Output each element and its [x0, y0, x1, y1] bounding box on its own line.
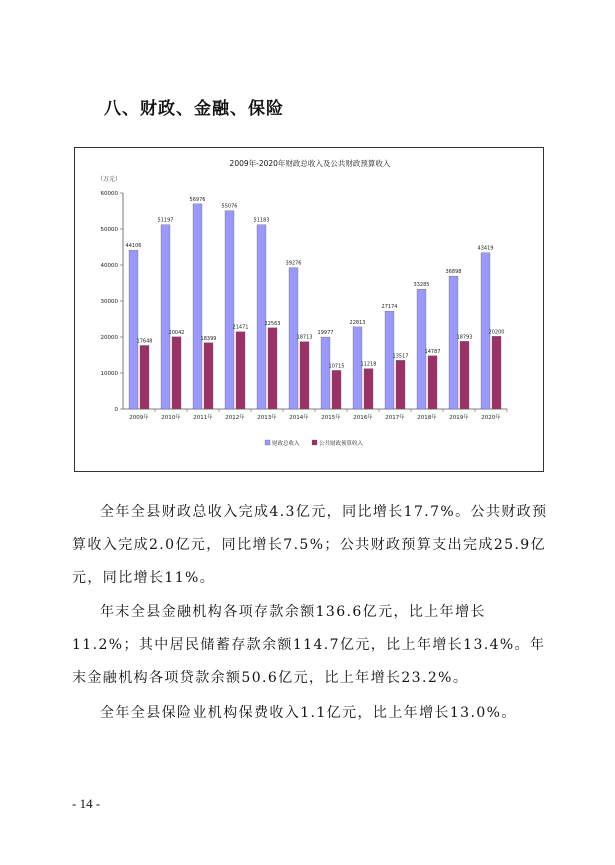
- x-tick-label: 2018年: [417, 415, 437, 421]
- y-tick-label: 50000: [100, 227, 118, 233]
- bar-total-revenue: [321, 337, 330, 409]
- bar-public-budget: [332, 370, 341, 409]
- bar-total-revenue: [161, 225, 170, 409]
- bar-public-budget: [204, 343, 213, 409]
- data-label: 20200: [488, 329, 505, 336]
- data-label: 51197: [157, 217, 174, 224]
- y-tick-label: 0: [114, 407, 118, 413]
- data-label: 43419: [477, 245, 494, 252]
- page-number: - 14 -: [72, 796, 101, 811]
- x-tick-label: 2010年: [161, 415, 181, 421]
- bar-public-budget: [140, 345, 149, 409]
- x-tick-label: 2015年: [321, 415, 341, 421]
- legend-swatch-public-budget: [312, 440, 317, 445]
- x-tick-label: 2009年: [129, 415, 149, 421]
- bar-total-revenue: [449, 276, 458, 409]
- bar-public-budget: [428, 356, 437, 409]
- data-label: 27174: [381, 304, 398, 311]
- y-tick-label: 60000: [100, 191, 118, 197]
- x-tick-label: 2016年: [353, 415, 373, 421]
- x-tick-label: 2013年: [257, 415, 277, 421]
- bar-public-budget: [460, 341, 469, 409]
- paragraph-banking: 年末全县金融机构各项存款余额136.6亿元，比上年增长11.2%；其中居民储蓄存款余额114.7亿元，比上年增长13.4%。年末金融机构各项贷款余额50.6亿元，比上年增长23.2%。: [72, 604, 546, 686]
- bar-public-budget: [396, 360, 405, 409]
- paragraph-insurance: 全年全县保险业机构保费收入1.1亿元，比上年增长13.0%。: [100, 705, 517, 721]
- bar-total-revenue: [257, 225, 266, 409]
- paragraph-finance: 全年全县财政总收入完成4.3亿元，同比增长17.7%。公共财政预算收入完成2.0亿元，同比增长7.5%；公共财政预算支出完成25.9亿元，同比增长11%。: [72, 504, 548, 586]
- data-label: 21471: [232, 324, 249, 331]
- y-tick-label: 30000: [100, 299, 118, 305]
- chart-title: 2009年-2020年财政总收入及公共财政预算收入: [229, 159, 391, 168]
- data-label: 51183: [253, 217, 270, 224]
- legend-label-total-revenue: 财政总收入: [272, 441, 300, 447]
- bar-public-budget: [172, 337, 181, 409]
- bar-total-revenue: [385, 311, 394, 409]
- data-label: 22563: [264, 320, 281, 327]
- data-label: 33285: [413, 282, 430, 289]
- data-label: 55076: [221, 203, 238, 210]
- bar-total-revenue: [129, 250, 138, 409]
- chart-y-axis-label: （万元）: [97, 176, 122, 183]
- data-label: 56976: [189, 196, 206, 203]
- revenue-chart-svg: [75, 148, 545, 473]
- bar-public-budget: [236, 332, 245, 409]
- legend-label-public-budget: 公共财政预算收入: [319, 441, 364, 447]
- data-label: 13517: [392, 353, 409, 360]
- data-label: 18793: [456, 334, 473, 341]
- data-label: 20042: [168, 329, 185, 336]
- bar-public-budget: [268, 328, 277, 409]
- revenue-chart: [74, 147, 544, 472]
- bar-total-revenue: [353, 327, 362, 409]
- data-label: 18713: [296, 334, 313, 341]
- y-tick-label: 10000: [100, 371, 118, 377]
- legend-swatch-total-revenue: [265, 440, 270, 445]
- section-title: 八、财政、金融、保险: [104, 99, 284, 119]
- data-label: 18399: [200, 335, 217, 342]
- y-tick-label: 20000: [100, 335, 118, 341]
- bar-public-budget: [300, 342, 309, 409]
- x-tick-label: 2014年: [289, 415, 309, 421]
- x-tick-label: 2017年: [385, 415, 405, 421]
- x-tick-label: 2012年: [225, 415, 245, 421]
- bar-public-budget: [492, 336, 501, 409]
- data-label: 19977: [317, 330, 334, 337]
- data-label: 39276: [285, 260, 302, 267]
- x-tick-label: 2019年: [449, 415, 469, 421]
- data-label: 44106: [125, 243, 142, 250]
- data-label: 17648: [136, 338, 153, 345]
- bar-public-budget: [364, 369, 373, 409]
- data-label: 11218: [360, 361, 377, 368]
- x-tick-label: 2020年: [481, 415, 501, 421]
- data-label: 14787: [424, 348, 441, 355]
- data-label: 36898: [445, 269, 462, 276]
- y-tick-label: 40000: [100, 263, 118, 269]
- data-label: 22813: [349, 319, 366, 326]
- bar-total-revenue: [193, 204, 202, 409]
- bar-total-revenue: [225, 211, 234, 409]
- data-label: 10715: [328, 363, 345, 370]
- x-tick-label: 2011年: [193, 415, 213, 421]
